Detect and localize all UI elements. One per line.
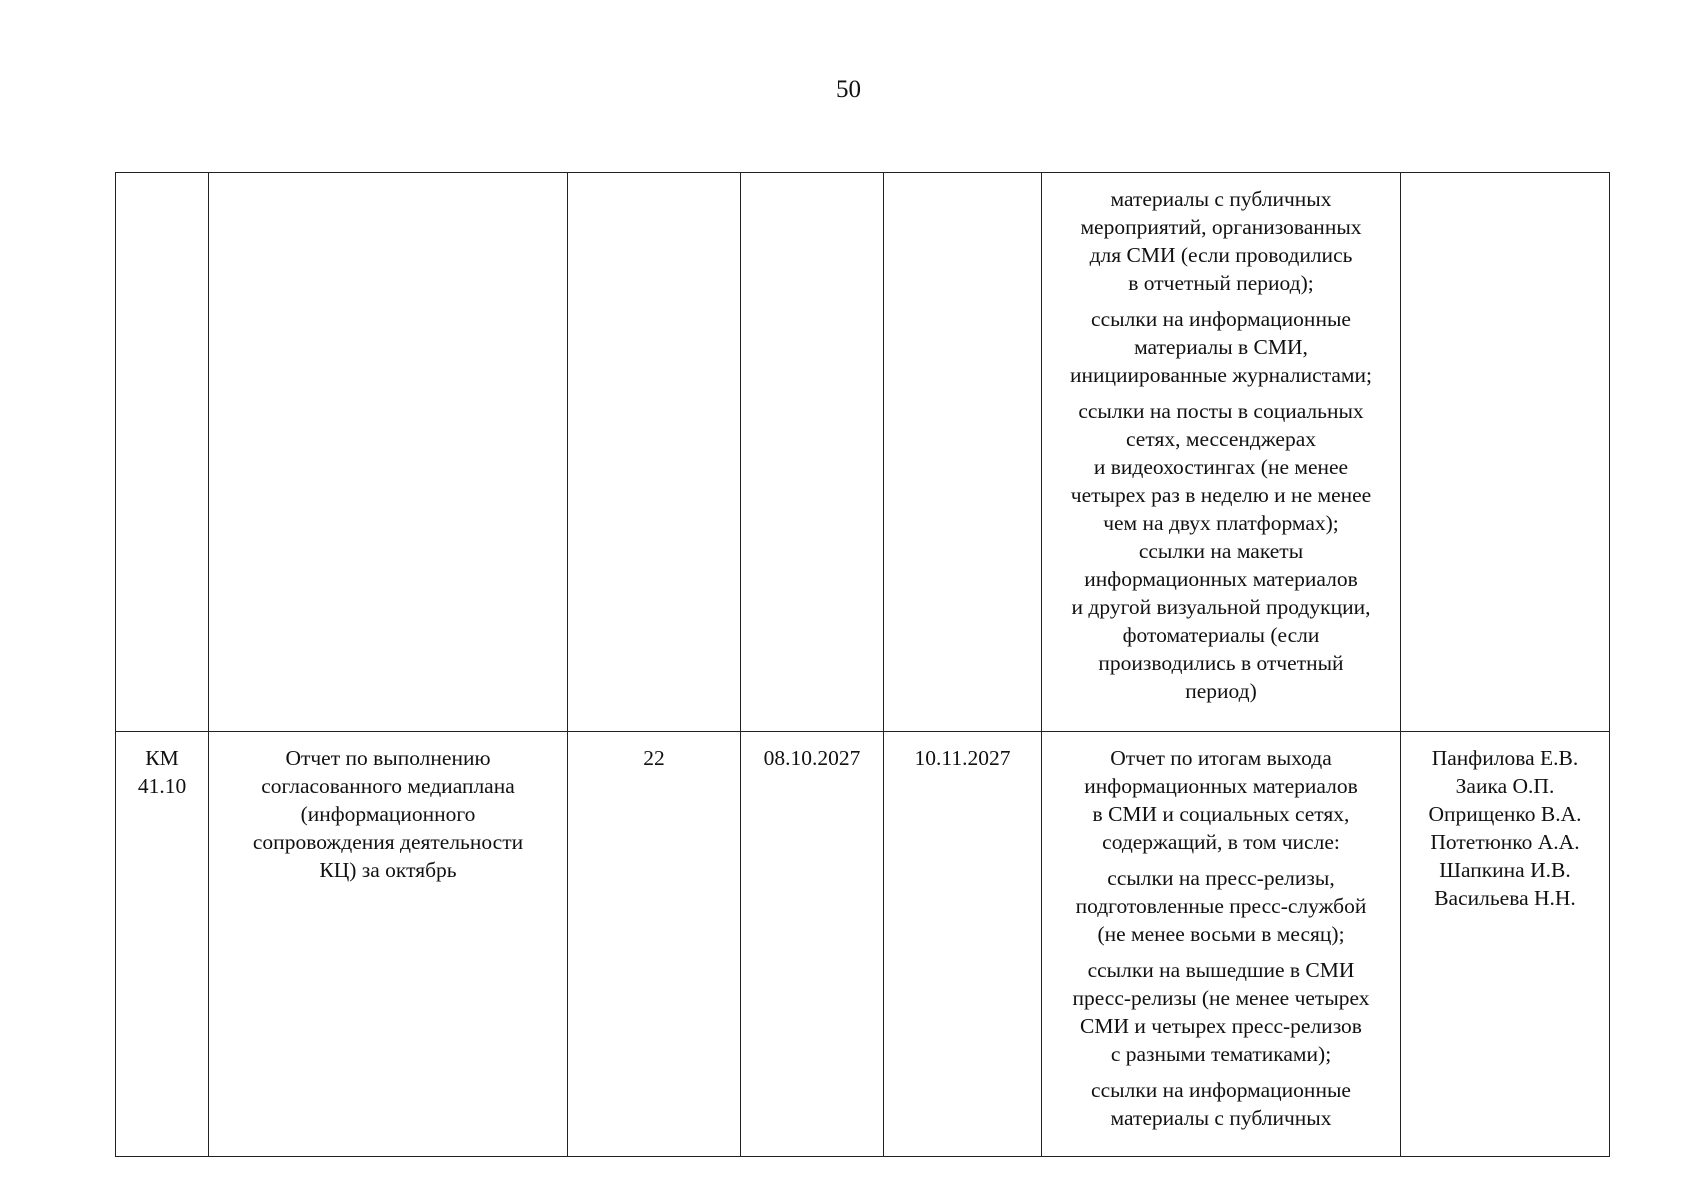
- name-cell: [209, 732, 568, 1157]
- responsible-cell: [1401, 732, 1610, 1157]
- number-text: 22: [643, 746, 665, 770]
- number-cell: [568, 732, 741, 1157]
- code-cell: [116, 732, 209, 1157]
- start-date-text: 08.10.2027: [763, 746, 861, 770]
- result-paragraph: Отчет по итогам выхода информационных материалов в СМИ и социальных сетях, содержащий, в том числе:: [1084, 746, 1358, 854]
- table-row: [116, 173, 1610, 732]
- result-paragraph: материалы с публичных мероприятий, организованных для СМИ (если проводились в отчетный период);: [1080, 187, 1362, 295]
- start-date-cell: [741, 173, 884, 732]
- result-paragraph: ссылки на пресс-релизы, подготовленные пресс-службой (не менее восьми в месяц);: [1075, 866, 1367, 946]
- result-paragraph: ссылки на посты в социальных сетях, мессенджерах и видеохостингах (не менее четырех раз в неделю и не менее чем на двух платформах);: [1070, 399, 1372, 535]
- name-text: Отчет по выполнению согласованного медиаплана (информационного сопровождения деятельности КЦ) за октябрь: [252, 746, 524, 882]
- responsible-cell: [1401, 173, 1610, 732]
- result-cell: [1042, 732, 1401, 1157]
- plan-table: [115, 172, 1610, 1157]
- page-number: 50: [836, 76, 861, 103]
- result-cell: [1042, 173, 1401, 732]
- result-paragraph: ссылки на информационные материалы с публичных: [1091, 1078, 1351, 1130]
- table-row: [116, 732, 1610, 1157]
- end-date-cell: [884, 173, 1042, 732]
- code-text: КМ 41.10: [137, 746, 187, 798]
- result-paragraph: ссылки на информационные материалы в СМИ, инициированные журналистами;: [1070, 307, 1372, 387]
- result-paragraph: ссылки на вышедшие в СМИ пресс-релизы (не менее четырех СМИ и четырех пресс-релизов с разными тематиками);: [1072, 958, 1370, 1066]
- result-paragraph: ссылки на макеты информационных материалов и другой визуальной продукции, фотоматериалы (если производились в отчетный период): [1071, 539, 1371, 703]
- number-cell: [568, 173, 741, 732]
- responsible-text: Панфилова Е.В. Заика О.П. Оприщенко В.А. Потетюнко А.А. Шапкина И.В. Васильева Н.Н.: [1428, 746, 1582, 910]
- end-date-text: 10.11.2027: [914, 746, 1011, 770]
- end-date-cell: [884, 732, 1042, 1157]
- name-cell: [209, 173, 568, 732]
- start-date-cell: [741, 732, 884, 1157]
- code-cell: [116, 173, 209, 732]
